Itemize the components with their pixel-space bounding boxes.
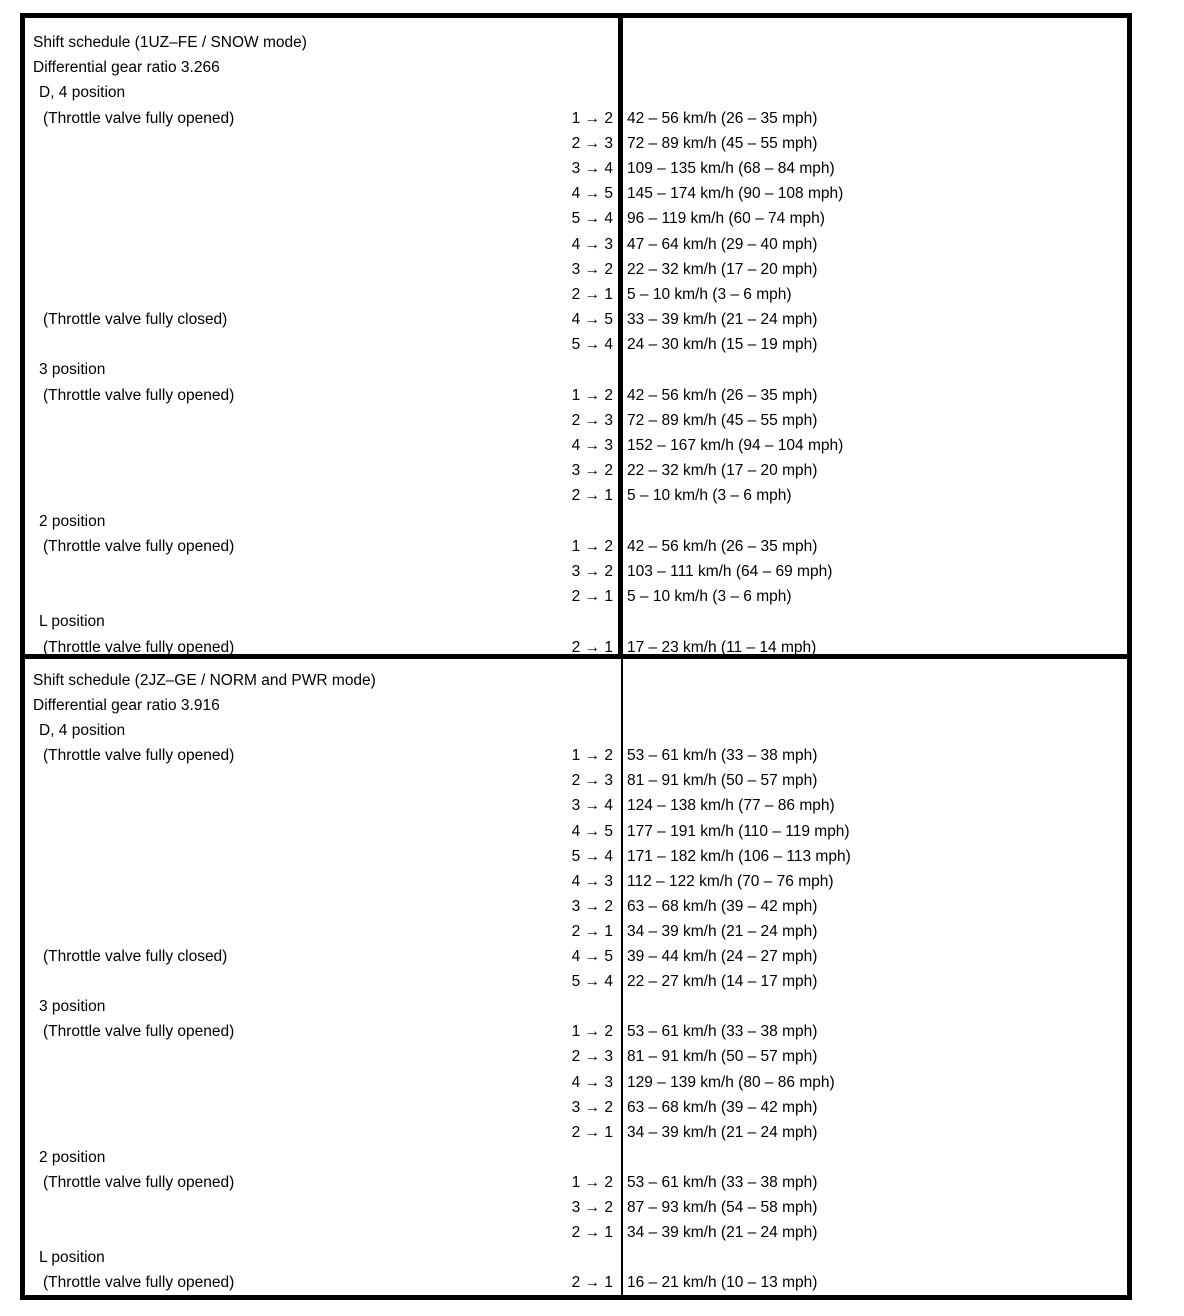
table-row	[25, 232, 1127, 257]
table-row	[25, 919, 1127, 944]
throttle-condition: (Throttle valve fully opened)	[43, 638, 235, 656]
table-row	[25, 257, 1127, 282]
table-row	[25, 1070, 1127, 1095]
gear-shift: 2 → 3	[571, 1048, 613, 1066]
shift-speed: 109 – 135 km/h (68 – 84 mph)	[627, 159, 835, 177]
shift-speed: 34 – 39 km/h (21 – 24 mph)	[627, 1123, 818, 1141]
shift-speed: 145 – 174 km/h (90 – 108 mph)	[627, 185, 844, 203]
position-row	[25, 1145, 1127, 1170]
table-row	[25, 383, 1127, 408]
table-row	[25, 969, 1127, 994]
table-row	[25, 1270, 1127, 1295]
shift-speed: 33 – 39 km/h (21 – 24 mph)	[627, 311, 818, 329]
shift-speed: 81 – 91 km/h (50 – 57 mph)	[627, 772, 818, 790]
position-label: 3 position	[39, 998, 106, 1016]
gear-shift: 4 → 3	[571, 872, 613, 890]
table-row	[25, 1019, 1127, 1044]
table-row	[25, 894, 1127, 919]
shift-speed: 63 – 68 km/h (39 – 42 mph)	[627, 897, 818, 915]
section-2jz-ge	[25, 668, 1127, 1295]
gear-shift: 4 → 3	[571, 437, 613, 454]
position-label: L position	[39, 1249, 105, 1267]
shift-speed: 47 – 64 km/h (29 – 40 mph)	[627, 235, 818, 253]
throttle-condition: (Throttle valve fully opened)	[43, 386, 235, 404]
gear-shift: 3 → 2	[571, 1098, 613, 1116]
table-row	[25, 1095, 1127, 1120]
gear-shift: 4 → 5	[571, 185, 613, 203]
gear-shift: 4 → 5	[571, 948, 613, 966]
position-row	[25, 994, 1127, 1019]
shift-speed: 24 – 30 km/h (15 – 19 mph)	[627, 336, 818, 354]
gear-shift: 3 → 4	[571, 159, 613, 177]
table-row	[25, 1120, 1127, 1145]
gear-shift: 2 → 1	[571, 285, 613, 303]
gear-shift: 2 → 1	[571, 1224, 613, 1242]
shift-speed: 112 – 122 km/h (70 – 76 mph)	[627, 872, 834, 890]
table-row	[25, 768, 1127, 793]
gear-shift: 1 → 2	[571, 747, 613, 765]
table-row	[25, 282, 1127, 307]
gear-shift: 3 → 4	[571, 797, 613, 815]
gear-shift: 1 → 2	[571, 537, 613, 555]
position-row	[25, 609, 1127, 634]
shift-speed: 129 – 139 km/h (80 – 86 mph)	[627, 1073, 835, 1091]
gear-ratio: Differential gear ratio 3.266	[33, 59, 220, 77]
gear-shift: 5 → 4	[571, 336, 613, 354]
gear-ratio-row	[25, 693, 1127, 718]
position-row	[25, 80, 1127, 105]
table-row	[25, 559, 1127, 584]
gear-shift: 2 → 1	[571, 487, 613, 505]
throttle-condition: (Throttle valve fully closed)	[43, 311, 228, 329]
shift-speed: 22 – 32 km/h (17 – 20 mph)	[627, 260, 818, 278]
throttle-condition: (Throttle valve fully opened)	[43, 1173, 235, 1191]
table-row	[25, 534, 1127, 559]
table-row	[25, 1220, 1127, 1245]
position-row	[25, 1245, 1127, 1270]
table-row	[25, 584, 1127, 609]
shift-speed: 72 – 89 km/h (45 – 55 mph)	[627, 134, 818, 152]
shift-speed: 5 – 10 km/h (3 – 6 mph)	[627, 487, 792, 505]
shift-speed: 42 – 56 km/h (26 – 35 mph)	[627, 109, 818, 127]
position-label: 2 position	[39, 512, 106, 530]
gear-shift: 3 → 2	[571, 562, 613, 580]
gear-shift: 2 → 1	[571, 1123, 613, 1141]
gear-shift: 3 → 2	[571, 462, 613, 480]
throttle-condition: (Throttle valve fully closed)	[43, 948, 228, 966]
table-row	[25, 332, 1127, 357]
shift-schedule-table	[20, 13, 1132, 1300]
shift-speed: 17 – 23 km/h (11 – 14 mph)	[627, 638, 817, 656]
gear-shift: 5 → 4	[571, 847, 613, 865]
shift-speed: 124 – 138 km/h (77 – 86 mph)	[627, 797, 835, 815]
position-row	[25, 357, 1127, 382]
shift-speed: 39 – 44 km/h (24 – 27 mph)	[627, 948, 818, 966]
table-row	[25, 106, 1127, 131]
gear-shift: 3 → 2	[571, 260, 613, 278]
gear-shift: 4 → 5	[571, 822, 613, 840]
shift-speed: 53 – 61 km/h (33 – 38 mph)	[627, 747, 818, 765]
section-title-row	[25, 30, 1127, 55]
position-label: D, 4 position	[39, 84, 126, 102]
shift-speed: 34 – 39 km/h (21 – 24 mph)	[627, 922, 818, 940]
position-label: D, 4 position	[39, 722, 126, 740]
shift-speed: 103 – 111 km/h (64 – 69 mph)	[627, 562, 833, 580]
gear-ratio-row	[25, 55, 1127, 80]
shift-speed: 5 – 10 km/h (3 – 6 mph)	[627, 588, 792, 606]
table-row	[25, 408, 1127, 433]
shift-speed: 22 – 32 km/h (17 – 20 mph)	[627, 462, 818, 480]
gear-shift: 1 → 2	[571, 1023, 613, 1041]
position-row	[25, 509, 1127, 534]
section-title: Shift schedule (2JZ–GE / NORM and PWR mode)	[33, 672, 376, 689]
table-row	[25, 1044, 1127, 1069]
shift-speed: 96 – 119 km/h (60 – 74 mph)	[627, 210, 825, 228]
shift-speed: 22 – 27 km/h (14 – 17 mph)	[627, 973, 818, 991]
gear-shift: 4 → 3	[571, 1073, 613, 1091]
table-row	[25, 483, 1127, 508]
shift-speed: 53 – 61 km/h (33 – 38 mph)	[627, 1023, 818, 1041]
table-row	[25, 181, 1127, 206]
table-row	[25, 819, 1127, 844]
table-row	[25, 635, 1127, 660]
shift-speed: 171 – 182 km/h (106 – 113 mph)	[627, 847, 851, 865]
table-row	[25, 433, 1127, 458]
position-label: L position	[39, 613, 105, 631]
section-title-row	[25, 668, 1127, 693]
table-row	[25, 206, 1127, 231]
gear-shift: 2 → 3	[571, 411, 613, 429]
gear-shift: 2 → 3	[571, 134, 613, 152]
section-title: Shift schedule (1UZ–FE / SNOW mode)	[33, 34, 307, 51]
shift-speed: 81 – 91 km/h (50 – 57 mph)	[627, 1048, 818, 1066]
throttle-condition: (Throttle valve fully opened)	[43, 747, 235, 765]
table-row	[25, 307, 1127, 332]
throttle-condition: (Throttle valve fully opened)	[43, 1274, 235, 1292]
throttle-condition: (Throttle valve fully opened)	[43, 1023, 235, 1041]
gear-shift: 2 → 3	[571, 772, 613, 790]
gear-shift: 2 → 1	[571, 1274, 613, 1292]
table-row	[25, 944, 1127, 969]
shift-speed: 53 – 61 km/h (33 – 38 mph)	[627, 1173, 818, 1191]
throttle-condition: (Throttle valve fully opened)	[43, 537, 235, 555]
table-row	[25, 1170, 1127, 1195]
shift-speed: 72 – 89 km/h (45 – 55 mph)	[627, 411, 818, 429]
position-row	[25, 718, 1127, 743]
gear-shift: 4 → 5	[571, 311, 613, 329]
gear-shift: 4 → 3	[571, 235, 613, 253]
position-label: 2 position	[39, 1148, 106, 1166]
shift-speed: 177 – 191 km/h (110 – 119 mph)	[627, 822, 850, 840]
gear-shift: 3 → 2	[571, 1198, 613, 1216]
shift-speed: 34 – 39 km/h (21 – 24 mph)	[627, 1224, 818, 1242]
gear-ratio: Differential gear ratio 3.916	[33, 697, 220, 715]
table-row	[25, 869, 1127, 894]
shift-speed: 16 – 21 km/h (10 – 13 mph)	[627, 1274, 818, 1292]
gear-shift: 5 → 4	[571, 210, 613, 228]
table-row	[25, 131, 1127, 156]
table-row	[25, 844, 1127, 869]
table-row	[25, 1195, 1127, 1220]
shift-speed: 42 – 56 km/h (26 – 35 mph)	[627, 537, 818, 555]
gear-shift: 5 → 4	[571, 973, 613, 991]
shift-speed: 5 – 10 km/h (3 – 6 mph)	[627, 285, 792, 303]
table-row	[25, 156, 1127, 181]
shift-speed: 152 – 167 km/h (94 – 104 mph)	[627, 437, 844, 454]
gear-shift: 2 → 1	[571, 588, 613, 606]
table-row	[25, 743, 1127, 768]
throttle-condition: (Throttle valve fully opened)	[43, 109, 235, 127]
gear-shift: 1 → 2	[571, 109, 613, 127]
table-row	[25, 458, 1127, 483]
position-label: 3 position	[39, 361, 106, 379]
shift-speed: 87 – 93 km/h (54 – 58 mph)	[627, 1198, 818, 1216]
gear-shift: 3 → 2	[571, 897, 613, 915]
table-row	[25, 793, 1127, 818]
gear-shift: 1 → 2	[571, 386, 613, 404]
gear-shift: 2 → 1	[571, 922, 613, 940]
section-1uz-fe	[25, 30, 1127, 660]
shift-speed: 42 – 56 km/h (26 – 35 mph)	[627, 386, 818, 404]
gear-shift: 2 → 1	[571, 638, 613, 656]
shift-speed: 63 – 68 km/h (39 – 42 mph)	[627, 1098, 818, 1116]
gear-shift: 1 → 2	[571, 1173, 613, 1191]
